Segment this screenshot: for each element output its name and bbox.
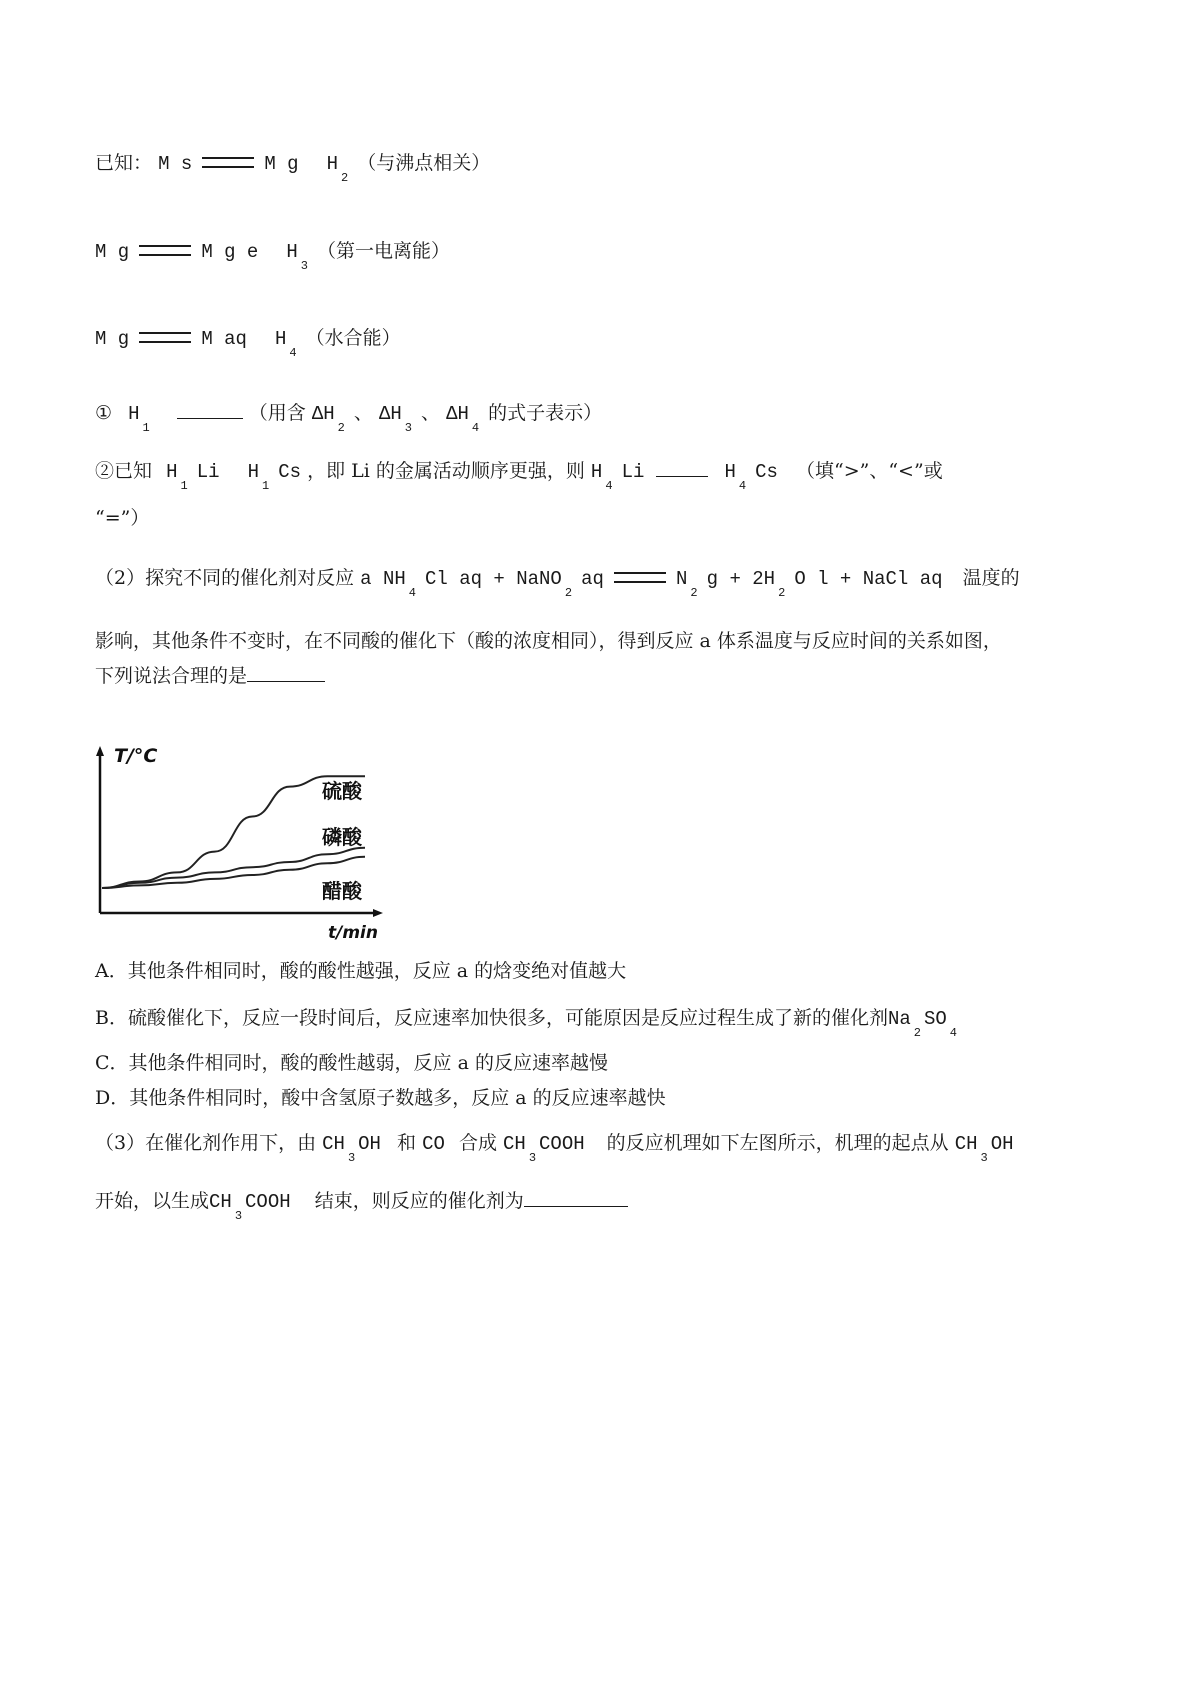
q2-h2-sub: 1 (261, 479, 270, 493)
option-a[interactable]: A．其他条件相同时，酸的酸性越强，反应 a 的焓变绝对值越大 (95, 960, 627, 982)
part3-co: CO (422, 1133, 445, 1155)
eq3-dh: H (286, 241, 298, 263)
q2-h4: H (724, 461, 736, 483)
part2-line2: 影响，其他条件不变时，在不同酸的催化下（酸的浓度相同），得到反应 a 体系温度与反应时间的关系如图， (95, 630, 1002, 652)
part3-ch3oh-oh: OH (358, 1133, 381, 1155)
part2-line3-text: 下列说法合理的是 (95, 665, 248, 687)
part3-ch3oh-2-oh: OH (990, 1133, 1014, 1155)
reactant-aq: aq (581, 568, 604, 590)
part3-ch3cooh-cooh: COOH (539, 1133, 585, 1155)
eq2-dh: H (326, 153, 339, 175)
known-eq4 (95, 325, 401, 360)
product-h2o: g + 2H (706, 568, 776, 590)
eq4-right: M aq (201, 328, 247, 350)
question-2 (95, 458, 943, 493)
x-axis-label: t/min (328, 923, 378, 940)
known-eq3 (95, 238, 451, 273)
eq3-note: （第一电离能） (317, 240, 451, 262)
reactant-nano2-sub: 2 (564, 586, 573, 600)
q1-d2: ΔH (311, 403, 335, 425)
option-b-so: SO (923, 1008, 947, 1030)
q1-h: H (128, 403, 140, 425)
series-label-2: 磷酸 (322, 825, 362, 849)
q1-d4: ΔH (446, 403, 469, 425)
answer-blank[interactable] (177, 400, 243, 419)
q2-h2: H (247, 461, 259, 483)
reactant-nano2: Cl aq + NaNO (425, 568, 562, 590)
answer-blank[interactable] (656, 458, 708, 477)
part3-ch3oh-2-sub: 3 (980, 1151, 988, 1165)
q1-h-sub: 1 (142, 421, 150, 435)
eq4-dh: H (274, 328, 287, 350)
part3-line2 (95, 1188, 628, 1223)
x-axis-arrow (373, 909, 383, 917)
product-nacl: O l + NaCl aq (794, 568, 943, 590)
part3-ch3cooh-2: CH (209, 1191, 232, 1213)
part2-line3 (95, 663, 325, 689)
eq4-left: M g (95, 328, 130, 350)
eq3-right: M g e (201, 241, 259, 263)
q1-d3-sub: 3 (404, 421, 412, 435)
product-h2o-sub: 2 (778, 586, 786, 600)
q1-text-b: 的式子表示） (488, 402, 603, 424)
answer-blank[interactable] (247, 663, 325, 682)
q2-h3-sub: 4 (605, 479, 613, 493)
q2-tail: （填“>”、“<”或 (796, 460, 943, 482)
q2-li2: Li (621, 461, 645, 483)
q2-cs: Cs (278, 461, 302, 483)
part3-lead: （3）在催化剂作用下，由 (95, 1132, 317, 1154)
eq4-note: （水合能） (305, 327, 401, 349)
part3-ch3cooh-2-sub: 3 (234, 1209, 243, 1223)
eq2-left: M s (158, 153, 193, 175)
y-axis-arrow (96, 746, 104, 756)
known-intro: 已知： (95, 152, 153, 174)
q2-h3: H (590, 461, 603, 483)
series-label-1: 硫酸 (322, 779, 362, 803)
eq2-dh-sub: 2 (341, 171, 349, 185)
option-c[interactable]: C．其他条件相同时，酸的酸性越弱，反应 a 的反应速率越慢 (95, 1052, 608, 1074)
series-label-3: 醋酸 (322, 879, 362, 903)
eq2-right: M g (264, 153, 299, 175)
q2-num: ②已知 (95, 460, 153, 482)
equal-sign (202, 157, 254, 168)
part3-ch3oh: CH (322, 1133, 345, 1155)
eq3-dh-sub: 3 (300, 259, 308, 273)
part3-and: 和 (397, 1132, 417, 1154)
q2-h4-sub: 4 (738, 479, 747, 493)
equal-sign (614, 572, 666, 583)
part3-ch3oh-2: CH (954, 1133, 978, 1155)
equal-sign (139, 245, 191, 256)
q2-cs2: Cs (755, 461, 778, 483)
part3-ch3oh-sub: 3 (347, 1151, 356, 1165)
chart-labels (114, 745, 378, 940)
option-b-text: B．硫酸催化下，反应一段时间后，反应速率加快很多，可能原因是反应过程生成了新的催化剂 (95, 1007, 888, 1029)
part3-ch3cooh: CH (503, 1133, 526, 1155)
q1-sep: 、 (421, 402, 441, 424)
eq2-note: （与沸点相关） (357, 152, 491, 174)
q1-d2-sub: 2 (337, 421, 345, 435)
q2-tail2: “=”） (95, 507, 150, 529)
option-b[interactable] (95, 1005, 960, 1040)
product-n2: N (675, 568, 688, 590)
q2-li: Li (196, 461, 220, 483)
q1-text-a: （用含 (248, 402, 306, 424)
option-d[interactable]: D．其他条件相同时，酸中含氢原子数越多，反应 a 的反应速率越快 (95, 1087, 666, 1109)
part3-l2b: 结束，则反应的催化剂为 (314, 1190, 524, 1212)
product-n2-sub: 2 (690, 586, 698, 600)
eq4-dh-sub: 4 (289, 346, 297, 360)
q1-sep: 、 (353, 402, 373, 424)
part3-l2a: 开始，以生成 (95, 1190, 210, 1212)
part3-line1 (95, 1130, 1014, 1165)
part2-lead: （2）探究不同的催化剂对反应 (95, 567, 355, 589)
q2-h1-sub: 1 (180, 479, 188, 493)
part3-syn: 合成 (458, 1132, 497, 1154)
q2-mid: ，即 Li 的金属活动顺序更强，则 (307, 460, 585, 482)
q1-d3: ΔH (378, 403, 402, 425)
y-axis-label: T/°C (114, 745, 158, 767)
part3-ch3cooh-sub: 3 (528, 1151, 537, 1165)
q2-h1: H (166, 461, 178, 483)
temperature-time-chart (90, 740, 390, 940)
part2-line1 (95, 565, 1020, 600)
option-b-so-sub: 4 (949, 1026, 957, 1040)
part3-mid: 的反应机理如下左图所示，机理的起点从 (606, 1132, 949, 1154)
part3-ch3cooh-2-cooh: COOH (245, 1191, 291, 1213)
known-eq2 (95, 150, 491, 185)
equal-sign (139, 332, 191, 343)
answer-blank[interactable] (524, 1188, 628, 1207)
question-1 (95, 400, 603, 435)
q1-num: ① (95, 402, 113, 424)
q2-tail-line (95, 505, 149, 531)
part2-end: 温度的 (962, 567, 1020, 589)
option-b-na: Na (887, 1008, 911, 1030)
q1-d4-sub: 4 (471, 421, 480, 435)
reactant-nh4: a NH (360, 568, 406, 590)
eq3-left: M g (95, 241, 130, 263)
reactant-nh4-sub: 4 (408, 586, 416, 600)
option-b-na-sub: 2 (913, 1026, 921, 1040)
